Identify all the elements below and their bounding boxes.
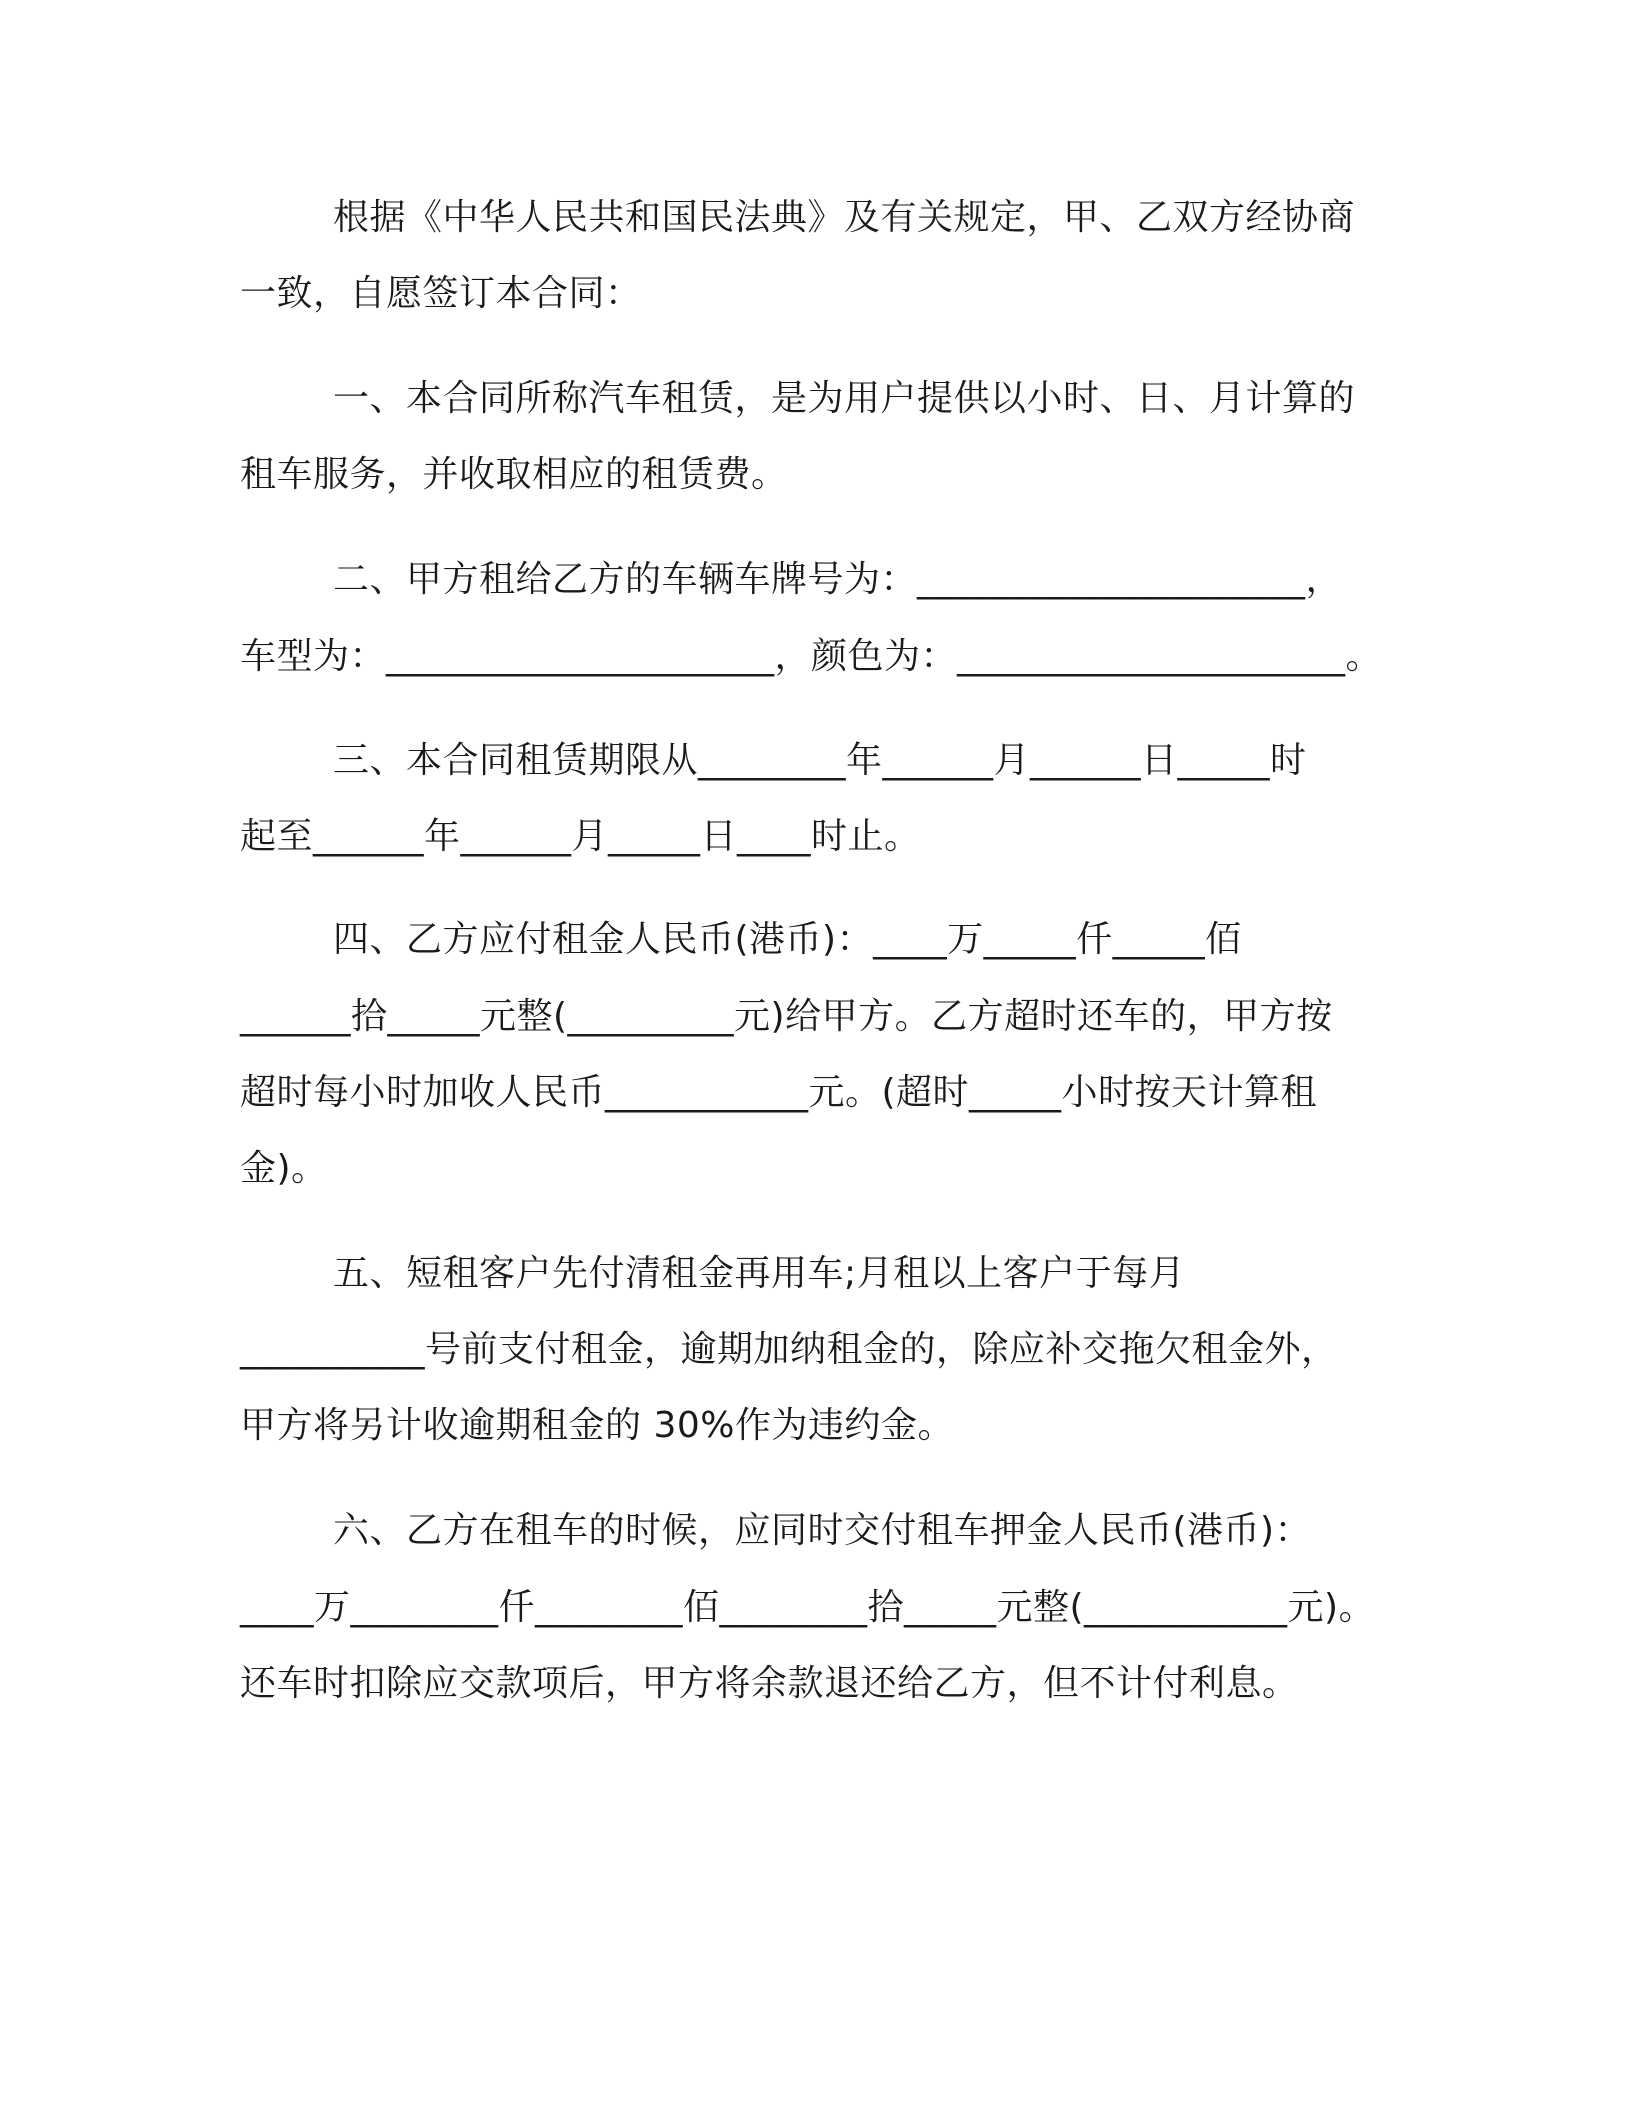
paragraph-line: 一致，自愿签订本合同： <box>240 273 642 314</box>
paragraph-line: 根据《中华人民共和国民法典》及有关规定，甲、乙双方经协商 <box>333 197 1356 238</box>
paragraph-line: 一、本合同所称汽车租赁，是为用户提供以小时、日、月计算的 <box>333 378 1356 419</box>
paragraph-line: 四、乙方应付租金人民币(港币)：____万_____仟_____佰 <box>333 919 1242 960</box>
paragraph-line: 三、本合同租赁期限从________年______月______日_____时 <box>333 740 1307 781</box>
paragraph-line: 车型为：_____________________，颜色为：_____________________。 <box>240 636 1383 677</box>
paragraph-line: 六、乙方在租车的时候，应同时交付租车押金人民币(港币)： <box>333 1510 1312 1551</box>
paragraph-line: 还车时扣除应交款项后，甲方将余款退还给乙方，但不计付利息。 <box>240 1663 1299 1704</box>
paragraph-line: __________号前支付租金，逾期加纳租金的，除应补交拖欠租金外， <box>240 1329 1338 1370</box>
paragraph-line: ____万________仟________佰________拾_____元整(___________元)。 <box>240 1587 1376 1628</box>
paragraph-line: 二、甲方租给乙方的车辆车牌号为：_____________________， <box>333 559 1343 600</box>
paragraph-line: 起至______年______月_____日____时止。 <box>240 816 921 857</box>
paragraph-line: 超时每小时加收人民币___________元。(超时_____小时按天计算租 <box>240 1072 1318 1113</box>
paragraph-line: 五、短租客户先付清租金再用车;月租以上客户于每月 <box>333 1253 1186 1294</box>
paragraph-line: 租车服务，并收取相应的租赁费。 <box>240 454 788 495</box>
paragraph-line: 金)。 <box>240 1148 328 1189</box>
paragraph-line: ______拾_____元整(_________元)给甲方。乙方超时还车的，甲方按 <box>240 996 1333 1037</box>
paragraph-line: 甲方将另计收逾期租金的 30%作为违约金。 <box>240 1405 954 1446</box>
